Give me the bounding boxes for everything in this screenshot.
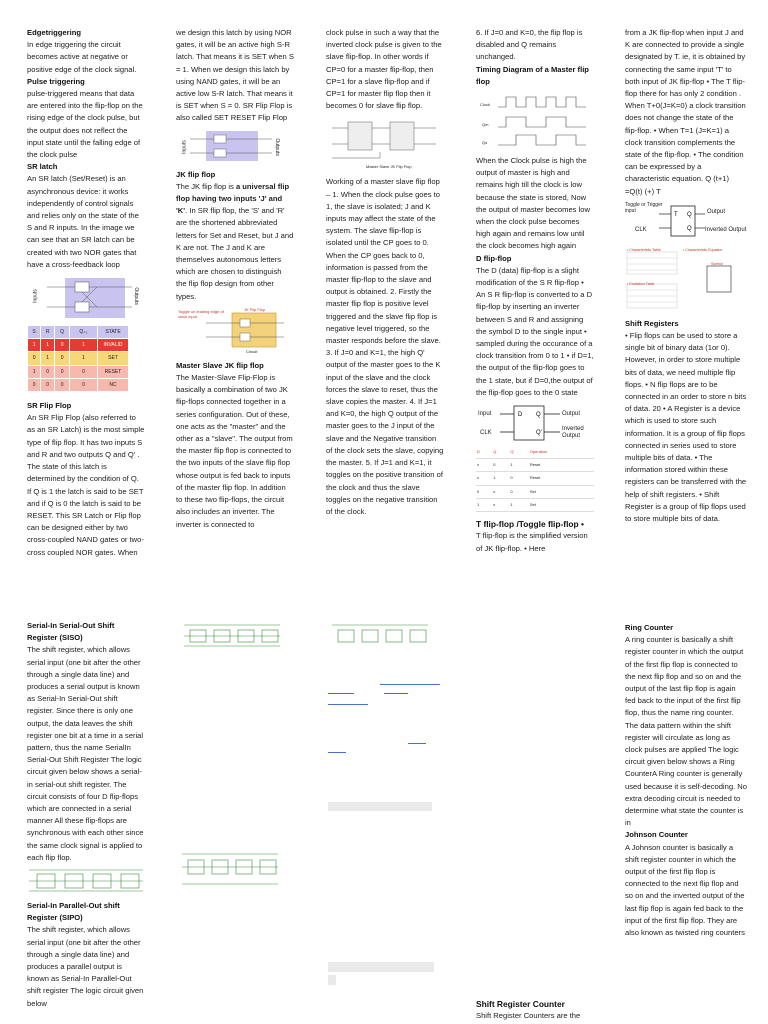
sr-figure-inputs-label: Inputs <box>32 289 39 303</box>
jk-figure <box>176 307 294 357</box>
d-table-row <box>476 459 594 472</box>
t-ff-inverted-label: Inverted Output <box>705 226 747 233</box>
heading-edgetriggering: Edgetriggering <box>27 28 82 37</box>
d-table-cell: 0 <box>509 485 529 498</box>
svg-text:T: T <box>674 211 678 218</box>
truth-cell: 1 <box>70 352 98 365</box>
para-master-slave-jk: The Master-Slave Flip-Flop is basically a combination of two JK flip-flops connected together in a series configuration. Out of these, one acts as the "master" and the other as a "slave". The output from the master flip flop is connected to the two inputs of the slave flip flop whose output is fed back to inputs of the master flip flop. In addition to these two flip-flops, the circuit also includes an inverter. The inverter is connected to <box>176 373 293 529</box>
para-clock-pulse: clock pulse in such a way that the inverted clock pulse is given to the slave flip-flop. In other words if CP=0 for a master flip-flop, then CP=1 for a slave flip-flop and if CP=1 for master flip flop then it becomes 0 for slave flip flop. <box>326 28 442 111</box>
truth-cell: 0 <box>55 352 70 365</box>
para-jk-flip-flop <box>176 181 294 303</box>
truth-header-cell: Q₊₁ <box>70 326 98 339</box>
truth-header-cell: STATE <box>98 326 129 339</box>
d-table-header-cell: Q <box>492 446 509 459</box>
d-table-row <box>476 472 594 485</box>
svg-text:Q: Q <box>687 225 692 232</box>
para-timing-explain: When the Clock pulse is high the output of master is high and remains high till the clock is low because the state is stored, Now the output of master becomes low when the clock pulse becomes high again and remains low until the clock becomes high again <box>476 156 590 251</box>
heading-siso: Serial-In Serial-Out Shift Register (SISO) <box>27 621 115 643</box>
truth-cell: NC <box>98 378 129 391</box>
d-table-cell: 0 <box>492 459 509 472</box>
jk-lead-text: The JK flip flop is <box>176 181 236 191</box>
truth-cell: RESET <box>98 365 129 378</box>
truth-cell: 0 <box>55 378 70 391</box>
heading-sr-latch: SR latch <box>27 162 58 172</box>
sr-latch-circuit-image <box>27 276 145 321</box>
d-table-cell: 1 <box>509 459 529 472</box>
timing-label-clock: Clock <box>480 102 491 108</box>
heading-pulse-triggering: Pulse triggering <box>27 76 85 86</box>
heading-master-slave-jk: Master Slave JK flip flop <box>176 360 264 370</box>
heading-jk-flip-flop: JK flip flop <box>176 169 216 179</box>
truth-header-cell: S <box>28 326 41 339</box>
svg-text:D: D <box>518 412 523 419</box>
column-3 <box>326 27 444 518</box>
truth-cell: INVALID <box>98 339 129 352</box>
d-table-header-cell: D <box>476 446 492 459</box>
truth-cell: 0 <box>41 365 55 378</box>
para-johnson-counter: A Johnson counter is basically a shift register counter in which the output of the first flip flop is connected to the next flip flop and so on and the inverted output of the last flip flop is again fed back to the input of the first flip flop. They are also known as twisted ring counters <box>625 842 745 938</box>
sr-truth-table-header <box>28 326 129 339</box>
master-slave-figure-caption: Master Slave JK Flip Flop <box>366 164 412 170</box>
column-4-bottom <box>476 998 606 1022</box>
d-table-cell: x <box>492 498 509 511</box>
d-table-cell: 1 <box>509 498 529 511</box>
column-5 <box>625 27 747 525</box>
d-table-cell: 0 <box>476 485 492 498</box>
para-sipo: The shift register, which allows serial input (one bit after the other through a single data line) and produces a parallel output is known as Serial-In Parallel-Out shift register The logic circuit given below <box>27 925 144 1008</box>
d-table-header-cell: Operation <box>529 446 594 459</box>
t-ff-excitation-label: • Excitation Table <box>627 281 655 286</box>
truth-cell: 1 <box>41 339 55 352</box>
master-slave-circuit-image <box>326 116 444 168</box>
timing-label-qm: Qm <box>482 122 489 128</box>
truth-cell: 0 <box>28 378 41 391</box>
t-ff-char-eq-label: • Characteristic Equation <box>683 247 723 252</box>
truth-header-cell: Q <box>55 326 70 339</box>
truth-row-invalid <box>28 339 129 352</box>
heading-sr-flip-flop: SR Flip Flop <box>27 401 72 411</box>
svg-text:Q': Q' <box>536 430 542 437</box>
column-4 <box>476 27 594 555</box>
jk-rest-text: . In SR flip flop, the 'S' and 'R' are the shortened abbreviated letters for Set and Reset, but J and K are not. The J and K are themselves autonomous letters which are chosen to distinguish the flip flop design from other types. <box>176 206 294 301</box>
link-underline <box>328 752 346 753</box>
para-shift-register-counter: Shift Register Counters are the <box>476 1011 581 1021</box>
sr-ff-inputs-label: Inputs <box>181 139 188 154</box>
ring-counter-circuit-image <box>180 850 280 890</box>
t-ff-toggle-label: Toggle or Trigger input <box>625 201 663 214</box>
truth-cell: SET <box>98 352 129 365</box>
truth-cell: 0 <box>41 378 55 391</box>
para-edgetriggering: In edge triggering the circuit becomes active at negative or positive edge of the clock signal. <box>27 40 137 74</box>
sr-latch-figure <box>27 276 145 323</box>
d-table-cell: x <box>476 459 492 472</box>
truth-cell: 1 <box>41 352 55 365</box>
truth-row-nc <box>28 378 129 391</box>
truth-cell: 1 <box>28 365 41 378</box>
d-table-cell: 1 <box>492 472 509 485</box>
jk-figure-title: JK Flip Flop <box>244 306 266 312</box>
d-table-row <box>476 498 594 511</box>
d-flip-flop-figure <box>476 402 594 444</box>
d-table-cell: Set <box>529 485 594 498</box>
blank-placeholder <box>328 962 434 972</box>
master-slave-figure <box>326 116 444 172</box>
t-ff-char-table-label: • Characteristic Table <box>627 247 661 252</box>
sr-ff-outputs-label: Outputs <box>273 137 280 156</box>
svg-text:Q: Q <box>536 412 541 419</box>
t-flip-flop-figure <box>625 202 747 314</box>
para-latch-design: we design this latch by using NOR gates, it will be an active high S-R latch. That means it is SET when S = 1. When we design this latch by using NAND gates, it will be an active low S-R latch. That means it is SET when S = 0. SR Flip Flop is also called SET RESET Flip Flop <box>176 28 294 123</box>
heading-timing-diagram: Timing Diagram of a Master flip flop <box>476 64 589 86</box>
link-underline <box>328 704 368 705</box>
truth-cell: 0 <box>70 378 98 391</box>
d-table-header-cell: Q' <box>509 446 529 459</box>
d-ff-input-label: Input <box>478 411 492 418</box>
column-1 <box>27 27 145 559</box>
d-flip-flop-table <box>476 446 594 512</box>
truth-row-set <box>28 352 129 365</box>
t-ff-output-label: Output <box>707 208 726 215</box>
jk-toggle-note: Toggle on leading edge of clock input <box>178 308 224 319</box>
d-table-cell: Reset <box>529 472 594 485</box>
column-1-bottom <box>27 620 145 1010</box>
d-ff-output-label: Output <box>562 411 581 418</box>
column-5-bottom <box>625 622 747 939</box>
para-pulse-triggering: pulse-triggered means that data are entered into the flip-flop on the rising edge of the clock pulse, but the output does not reflect the input state until the falling edge of the clock pulse <box>27 89 143 160</box>
t-ff-symbol-label: Symbol <box>711 261 723 266</box>
timing-diagram-image <box>476 91 594 149</box>
sr-truth-table <box>27 325 129 392</box>
para-t-flip-flop: T flip-flop is the simplified version of JK flip-flop. • Here <box>476 531 588 553</box>
para-t-flip-flop-continued: from a JK flip-flop when input J and K are connected to provide a single designated by T. ie, it is obtained by connecting the same input 'T' to both input of JK flip-flop • The T flip-flop there for has only 2 condition . When T+0(J=K=0) a clock transition does not change the state of the flip-flop. • When T=1 (J=K=1) a clock transition complements the state of the flip-flop. • The condition can be expressed by a characteristic equation. Q (t+1) =Q(t) (+) T <box>625 28 746 196</box>
heading-shift-register-counter: Shift Register Counter <box>476 999 565 1009</box>
heading-johnson-counter: Johnson Counter <box>625 830 688 840</box>
blank-placeholder <box>328 802 432 811</box>
para-sr-flip-flop: An SR Flip Flop (also referred to as an SR Latch) is the most simple type of flip flop. It has two inputs S and R and two outputs Q and Q' . The state of this latch is determined by the condition of Q. If Q is 1 the latch is said to be SET and if Q is 0 the latch is said to be RESET. This SR Latch or Flip flop can be designed either by two cross-coupled NAND gates or two-cross coupled NOR gates. When <box>27 413 145 557</box>
column-2 <box>176 27 294 531</box>
d-table-cell: 0 <box>509 472 529 485</box>
link-underline <box>384 693 408 694</box>
timing-diagram-figure <box>476 91 594 149</box>
para-jk-disabled: 6. If J=0 and K=0, the flip flop is disabled and Q remains unchanged. <box>476 28 583 62</box>
para-shift-registers: • Flip flops can be used to store a single bit of binary data (1or 0). However, in order to store multiple bits of data, we need multiple flip flops. • N flip flops are to be connected in an order to store n bits of data. 20 • A Register is a device which is used to store such information. It is a group of flip flops connected in series used to store multiple bits of data. • The information stored within these registers can be transferred with the help of shift registers. • Shift Register is a group of flip flops used to store multiple bits of data. <box>625 331 747 524</box>
d-table-cell: Set <box>529 498 594 511</box>
blank-placeholder <box>328 975 336 985</box>
d-ff-inverted-label: Inverted Output <box>562 426 584 440</box>
para-siso: The shift register, which allows serial input (one bit after the other through a single data line) and produces a serial output is known as Serial-In Serial-Out shift register. Since there is only one output, the data leaves the shift register one bit at a time in a serial pattern, thus the name SerialIn Serial-Out Shift Register The logic circuit given below shows a serial-in serial-out shift register. The circuit consists of four D flip-flops which are connected in a serial manner All these flip-flops are synchronous with each other since the same clock signal is applied to each flip flop. <box>27 645 144 862</box>
siso-circuit-image <box>27 866 145 894</box>
jk-figure-circuit-label: Circuit <box>246 348 258 354</box>
t-ff-clk-label: CLK <box>635 226 647 233</box>
d-table-row <box>476 485 594 498</box>
d-table-cell: x <box>476 472 492 485</box>
truth-row-reset <box>28 365 129 378</box>
d-table-header <box>476 446 594 459</box>
jk-universal-bold: a universal flip flop having two inputs 'J' and 'K' <box>176 181 290 216</box>
d-table-cell: 1 <box>476 498 492 511</box>
truth-header-cell: R <box>41 326 55 339</box>
svg-text:Q: Q <box>687 211 692 218</box>
shift-register-circuit-image <box>330 622 430 648</box>
truth-cell: 1 <box>28 339 41 352</box>
para-ring-counter: A ring counter is basically a shift register counter in which the output of the first flip flop is connected to the next flip flop and so on and the output of the last flip flop is again fed back to the input of the first flip flop, thus the name ring counter. The data pattern within the shift register will circulate as long as clock pulses are applied The logic circuit given below shows a Ring CounterA Ring counter is generally used because it is self-decoding. No extra decoding circuit is needed to determine what state the counter is in <box>625 635 747 828</box>
truth-cell: 1 <box>70 339 98 352</box>
d-table-cell: Reset <box>529 459 594 472</box>
timing-label-qs: Qs <box>482 140 488 146</box>
heading-sipo: Serial-In Parallel-Out shift Register (SIPO) <box>27 901 120 923</box>
sr-flip-flop-figure <box>176 129 294 163</box>
d-table-cell: x <box>492 485 509 498</box>
sipo-circuit-image <box>182 622 282 650</box>
d-ff-clk-label: CLK <box>480 430 492 437</box>
heading-d-flip-flop: D flip-flop <box>476 253 512 263</box>
truth-cell: 0 <box>55 339 70 352</box>
heading-t-flip-flop: T flip-flop /Toggle flip-flop • <box>476 519 584 530</box>
truth-cell: 0 <box>28 352 41 365</box>
heading-shift-registers: Shift Registers <box>625 318 679 328</box>
para-sr-latch: An SR latch (Set/Reset) is an asynchronous device: it works independently of control signals and relies only on the state of the S and R inputs. In the image we can see that an SR latch can be created with two NOR gates that have a cross-feedback loop <box>27 174 139 269</box>
truth-cell: 0 <box>55 365 70 378</box>
truth-cell: 0 <box>70 365 98 378</box>
para-working-master-slave: Working of a master slave flip flop – 1. When the clock pulse goes to 1, the slave is isolated; J and K inputs may affect the state of the system. The slave flip-flop is isolated until the CP goes to 0. When the CP goes back to 0, information is passed from the master flip-flop to the slave and output is obtained. 2. Firstly the master flip flop is positive level triggered and the slave flip flop is negative level triggered, so the master responds before the slave. 3. If J=0 and K=1, the high Q' output of the master goes to the K input of the slave and the clock forces the slave to reset, thus the slave copies the master. 4. If J=1 and K=0, the high Q output of the master goes to the J input of the slave and the Negative transition of the clock sets the slave, copying the master. 5. If J=1 and K=1, it toggles on the positive transition of the clock and thus the slave toggles on the negative transition of the clock. <box>326 177 444 516</box>
t-flip-flop-diagram-image <box>625 202 747 314</box>
link-underline <box>380 684 440 685</box>
sr-figure-outputs-label: Outputs <box>132 287 139 305</box>
link-underline <box>408 743 426 744</box>
heading-ring-counter: Ring Counter <box>625 623 674 632</box>
link-underline <box>328 693 354 694</box>
para-d-flip-flop: The D (data) flip-flop is a slight modification of the S R flip-flop • An S R flip-flop is converted to a D flip-flop by inserting an inverter between S and R and assigning the symbol D to the single input • sampled during the occurance of a clock transition from 0 to 1 • if D=1, the output of the flip-flop goes to the 1 state, but if D=0,the output of the flip-flop goes to the 0 state <box>476 265 594 397</box>
